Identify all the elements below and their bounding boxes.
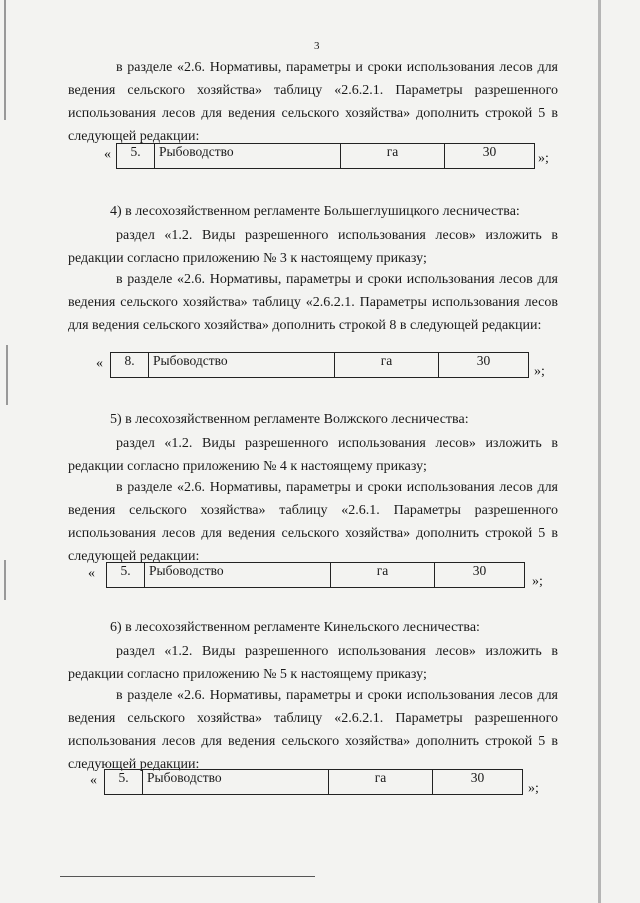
row-value-cell: 30 xyxy=(445,144,535,169)
row-table xyxy=(104,769,523,795)
paragraph: раздел «1.2. Виды разрешенного использования лесов» изложить в редакции согласно приложению № 4 к настоящему приказу; xyxy=(68,436,558,474)
row-unit-cell: га xyxy=(331,563,435,588)
row-value-cell: 30 xyxy=(435,563,525,588)
paragraph: в разделе «2.6. Нормативы, параметры и сроки использования лесов для ведения сельского хозяйства» таблицу «2.6.2.1. Параметры разрешенного использования лесов для ведения сельского хозяйства» дополнить строкой 5 в следующей редакции: xyxy=(68,60,558,144)
paragraph: в разделе «2.6. Нормативы, параметры и сроки использования лесов для ведения сельского хозяйства» таблицу «2.6.1. Параметры разрешенного использования лесов для ведения сельского хозяйства» дополнить строкой 5 в следующей редакции: xyxy=(68,480,558,564)
section-heading: 6) в лесохозяйственном регламенте Кинельского лесничества: xyxy=(110,620,480,635)
row-number-cell: 8. xyxy=(111,353,149,378)
row-name-cell: Рыбоводство xyxy=(145,563,331,588)
open-quote: « xyxy=(90,773,97,788)
row-value-cell: 30 xyxy=(439,353,529,378)
row-table xyxy=(106,562,525,588)
section-heading: 5) в лесохозяйственном регламенте Волжского лесничества: xyxy=(110,412,469,427)
page-number: 3 xyxy=(314,40,320,52)
paragraph: раздел «1.2. Виды разрешенного использования лесов» изложить в редакции согласно приложению № 3 к настоящему приказу; xyxy=(68,228,558,266)
scan-edge-mark xyxy=(6,345,8,405)
footer-rule xyxy=(60,876,315,877)
scan-edge-mark xyxy=(598,0,601,903)
row-unit-cell: га xyxy=(335,353,439,378)
row-table xyxy=(116,143,535,169)
table-row xyxy=(90,769,550,801)
row-number-cell: 5. xyxy=(105,770,143,795)
paragraph: раздел «1.2. Виды разрешенного использования лесов» изложить в редакции согласно приложению № 5 к настоящему приказу; xyxy=(68,644,558,682)
table-row xyxy=(104,143,554,175)
row-number-cell: 5. xyxy=(117,144,155,169)
close-quote: »; xyxy=(528,781,539,796)
row-table xyxy=(110,352,529,378)
paragraph: в разделе «2.6. Нормативы, параметры и сроки использования лесов для ведения сельского хозяйства» таблицу «2.6.2.1. Параметры разрешенного использования лесов для ведения сельского хозяйства» дополнить строкой 5 в следующей редакции: xyxy=(68,688,558,772)
table-row xyxy=(88,562,550,594)
row-name-cell: Рыбоводство xyxy=(143,770,329,795)
scan-edge-mark xyxy=(4,0,6,120)
table-row xyxy=(96,352,552,384)
close-quote: »; xyxy=(538,151,549,166)
close-quote: »; xyxy=(534,364,545,379)
section-heading: 4) в лесохозяйственном регламенте Большеглушицкого лесничества: xyxy=(110,204,520,219)
row-name-cell: Рыбоводство xyxy=(155,144,341,169)
row-number-cell: 5. xyxy=(107,563,145,588)
row-unit-cell: га xyxy=(341,144,445,169)
open-quote: « xyxy=(104,147,111,162)
open-quote: « xyxy=(88,566,95,581)
scan-edge-mark xyxy=(4,560,6,600)
row-value-cell: 30 xyxy=(433,770,523,795)
open-quote: « xyxy=(96,356,103,371)
row-name-cell: Рыбоводство xyxy=(149,353,335,378)
close-quote: »; xyxy=(532,574,543,589)
paragraph: в разделе «2.6. Нормативы, параметры и сроки использования лесов для ведения сельского хозяйства» таблицу «2.6.2.1. Параметры использования лесов для ведения сельского хозяйства» дополнить строкой 8 в следующей редакции: xyxy=(68,272,558,333)
row-unit-cell: га xyxy=(329,770,433,795)
